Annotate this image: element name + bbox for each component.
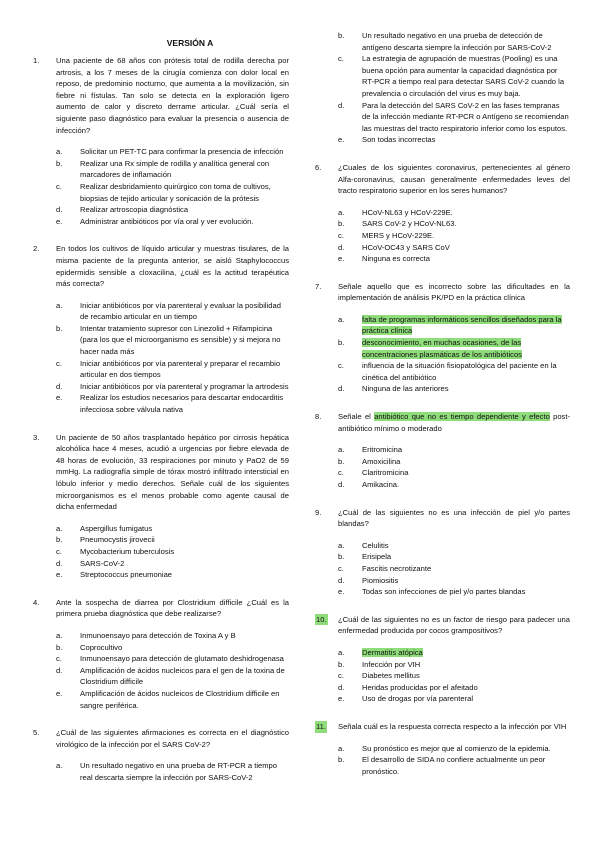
answer-option	[56, 181, 289, 204]
option-text: Realizar una Rx simple de rodilla y analítica general con marcadores de inflamación	[80, 158, 270, 180]
question-text: Señale aquello que es incorrecto sobre las dificultades en la implementación de análisis PK/PD en la práctica clínica	[338, 281, 570, 303]
answer-option	[338, 586, 570, 598]
option-letter: e.	[338, 135, 345, 145]
answer-option	[338, 647, 570, 659]
answer-option	[338, 207, 570, 219]
question	[31, 432, 289, 581]
option-text: desconocimiento, en muchas ocasiones, de las concentraciones plasmáticas de los antibióticos	[362, 338, 522, 359]
answer-option	[338, 53, 570, 99]
question-text: ¿Cuales de los siguientes coronavirus, pertenecientes al género Alfa-coronavirus, causan generalmente enfermedades leves del tracto respiratorio superior en los seres humanos?	[338, 162, 570, 196]
option-letter: d.	[338, 480, 345, 489]
answer-option	[338, 693, 570, 705]
option-list	[338, 743, 570, 778]
question-number: 8.	[315, 412, 322, 422]
option-letter: e.	[56, 688, 63, 698]
answer-option	[56, 323, 289, 358]
option-text: Heridas producidas por el afeitado	[362, 682, 478, 692]
option-text: Son todas incorrectas	[362, 135, 436, 145]
option-letter: b.	[56, 158, 63, 168]
option-text: Mycobacterium tuberculosis	[80, 546, 175, 556]
option-text: Iniciar antibióticos por vía parenteral y evaluar la posibilidad de recambio articular en un tiempo	[80, 300, 281, 322]
answer-option	[56, 642, 289, 654]
question	[31, 243, 289, 415]
question	[313, 162, 570, 265]
question	[313, 614, 570, 705]
option-letter: b.	[338, 219, 345, 229]
answer-option	[338, 134, 570, 146]
right-column	[313, 30, 570, 793]
question-number: 11.	[316, 721, 326, 731]
option-letter: e.	[56, 216, 63, 226]
option-text: Pneumocystis jirovecii	[80, 535, 155, 545]
answer-option	[338, 456, 570, 468]
option-letter: e.	[338, 254, 345, 264]
option-letter: a.	[338, 647, 345, 657]
answer-option	[338, 230, 570, 242]
question-text	[338, 411, 570, 434]
option-text: Administrar antibióticos por vía oral y ver evolución.	[80, 216, 254, 226]
option-text: La estrategia de agrupación de muestras (Pooling) es una buena opción para aumentar la capacidad diagnóstica por RT-PCR a tiempo real para detectar SARS CoV-2 cuando la prevalencia o circulación del virus es muy baja.	[362, 54, 565, 98]
answer-option	[56, 653, 289, 665]
option-letter: b.	[338, 31, 345, 40]
question-5-continuation	[313, 30, 570, 146]
option-letter: a.	[338, 207, 345, 217]
question-number: 10.	[316, 614, 327, 624]
question-number: 2.	[33, 244, 40, 254]
question-number: 5.	[33, 728, 40, 738]
option-text: Para la detección del SARS CoV-2 en las fases tempranas de la infección mediante RT-PCR o Antígeno se recomiendan las muestras del tracto respiratorio inferior como los esputos.	[362, 100, 569, 133]
question-text: Un paciente de 50 años trasplantado hepático por cirrosis hepática alcohólica hace 4 meses, acudió a urgencias por fiebre elevada de 48 horas de evolución, 33 respiraciones por minuto y PaO2 de 59 mmHg. La radiografía simple de tórax mostró infiltrado intersticial en lóbulo inferior y medio derechos. Señale cuál de los siguientes microorganismos es el menos probable como agente causal de dicha enfermedad	[56, 432, 289, 512]
option-text: Eritromicina	[362, 445, 403, 455]
option-list	[338, 540, 570, 598]
answer-option	[56, 392, 289, 415]
option-letter: e.	[338, 587, 345, 597]
option-letter: c.	[338, 563, 344, 573]
answer-option	[56, 358, 289, 381]
option-letter: b.	[338, 552, 345, 562]
option-letter: c.	[338, 54, 344, 64]
question-number: 3.	[33, 432, 40, 442]
option-text: Realizar desbridamiento quirúrgico con toma de cultivos, biopsias de tejido articular y sonicación de la prótesis	[80, 181, 271, 203]
question-number: 7.	[315, 281, 322, 291]
option-text: Iniciar antibióticos por vía parenteral y preparar el recambio articular en dos tiempos	[80, 358, 281, 380]
option-text: Ninguna de las anteriores	[362, 384, 449, 394]
option-text: Solicitar un PET-TC para confirmar la presencia de infección	[80, 147, 284, 157]
answer-option	[56, 630, 289, 642]
answer-option	[56, 558, 289, 570]
question	[313, 721, 570, 777]
option-text: Diabetes mellitus	[362, 671, 420, 681]
answer-option	[338, 682, 570, 694]
option-text: Ninguna es correcta	[362, 254, 430, 264]
question-text-part: Señale el	[338, 412, 375, 422]
option-text: Un resultado negativo en una prueba de detección de antígeno descarta siempre la infección por SARS-CoV-2	[362, 31, 552, 52]
option-text: Amplificación de ácidos nucleicos para el gen de la toxina de Clostridium difficile	[80, 665, 285, 687]
option-letter: d.	[338, 242, 345, 252]
answer-option	[338, 575, 570, 587]
option-letter: a.	[56, 300, 63, 310]
answer-option	[56, 216, 289, 228]
option-text: MERS y HCoV-229E.	[362, 230, 435, 240]
question-text: ¿Cuál de las siguientes no es una infección de piel y/o partes blandas?	[338, 507, 570, 529]
option-letter: d.	[56, 665, 63, 675]
option-letter: b.	[338, 755, 345, 765]
option-text: SARS CoV-2 y HCoV-NL63.	[362, 219, 457, 229]
answer-option	[338, 563, 570, 575]
question-text: ¿Cuál de las siguientes afirmaciones es correcta en el diagnóstico virológico de la infección por el SARS CoV-2?	[56, 728, 289, 749]
option-text: Claritromicina	[362, 468, 409, 478]
answer-option	[56, 523, 289, 535]
option-text: HCoV-OC43 y SARS CoV	[362, 242, 450, 252]
question-text: Ante la sospecha de diarrea por Clostridium difficile ¿Cuál es la primera prueba diagnóstica que debe realizarse?	[56, 597, 289, 619]
option-text: Streptococcus pneumoniae	[80, 570, 173, 580]
answer-option	[56, 665, 289, 688]
option-text: Inmunoensayo para detección de Toxina A y B	[80, 630, 236, 640]
option-text: Iniciar antibióticos por vía parenteral y programar la artrodesis	[80, 381, 289, 391]
option-list	[338, 30, 570, 146]
answer-option	[338, 540, 570, 552]
option-letter: c.	[56, 546, 62, 556]
option-letter: c.	[338, 361, 344, 371]
question-text: ¿Cuál de las siguientes no es un factor de riesgo para padecer una enfermedad producida por cocos grampositivos?	[338, 614, 570, 636]
option-list	[338, 444, 570, 490]
option-list	[338, 314, 570, 395]
option-letter: b.	[56, 642, 63, 652]
answer-option	[56, 546, 289, 558]
answer-option	[338, 337, 570, 360]
option-text: Realizar artroscopia diagnóstica	[80, 205, 189, 215]
question	[313, 507, 570, 598]
answer-option	[338, 754, 570, 777]
version-title: VERSIÓN A	[166, 38, 214, 48]
question	[313, 281, 570, 395]
answer-option	[56, 300, 289, 323]
option-text: Erisipela	[362, 552, 392, 562]
option-text: falta de programas informáticos sencillos diseñados para la práctica clínica	[362, 314, 562, 336]
question	[313, 411, 570, 491]
question-text-part: post-antibiótico mínimo o moderado	[338, 412, 570, 433]
option-letter: a.	[338, 540, 345, 550]
option-text: Amikacina.	[362, 480, 400, 489]
answer-option	[338, 743, 570, 755]
option-text: Amplificación de ácidos nucleicos de Clostridium difficile en sangre periférica.	[80, 688, 280, 710]
answer-option	[338, 100, 570, 135]
option-letter: e.	[338, 694, 345, 704]
option-letter: a.	[56, 630, 63, 640]
left-column	[31, 55, 289, 799]
option-letter: c.	[338, 468, 344, 478]
answer-option	[56, 158, 289, 181]
option-letter: c.	[56, 181, 62, 191]
answer-option	[338, 670, 570, 682]
option-letter: c.	[338, 671, 344, 681]
option-text: influencia de la situación fisiopatológica del paciente en la cinética del antibiótico	[362, 361, 557, 382]
option-text: Aspergillus fumigatus	[80, 523, 153, 533]
option-text: Realizar los estudios necesarios para descartar endocarditis infecciosa sobre válvula nativa	[80, 393, 284, 415]
option-letter: a.	[338, 743, 345, 753]
answer-option	[56, 760, 289, 783]
option-text: Infección por VIH	[362, 659, 421, 669]
option-text: Uso de drogas por vía parenteral	[362, 694, 474, 704]
option-letter: b.	[338, 338, 345, 348]
option-letter: c.	[56, 358, 62, 368]
answer-option	[56, 534, 289, 546]
option-letter: d.	[338, 100, 345, 110]
question-number: 9.	[315, 507, 322, 517]
option-list	[56, 300, 289, 416]
option-list	[56, 146, 289, 227]
option-text: Fascitis necrotizante	[362, 563, 432, 573]
answer-option	[338, 467, 570, 479]
option-list	[56, 523, 289, 581]
option-letter: a.	[338, 314, 345, 324]
option-letter: e.	[56, 393, 63, 403]
answer-option	[338, 30, 570, 53]
option-letter: c.	[56, 654, 62, 664]
option-letter: d.	[338, 575, 345, 585]
option-letter: b.	[338, 659, 345, 669]
option-letter: b.	[56, 535, 63, 545]
option-letter: a.	[338, 445, 345, 455]
answer-option	[338, 551, 570, 563]
answer-option	[56, 204, 289, 216]
option-text: Intentar tratamiento supresor con Linezolid + Rifampicina (para los que el microorganismo es sensible) y si mejora no hacer nada más	[80, 323, 281, 357]
answer-option	[338, 383, 570, 395]
answer-option	[338, 659, 570, 671]
question-number: 1.	[33, 56, 40, 65]
option-text: Todas son infecciones de piel y/o partes blandas	[362, 587, 526, 597]
question	[31, 597, 289, 711]
option-list	[56, 630, 289, 711]
question-text-highlight: antibiótico que no es tiempo dependiente y efecto	[374, 412, 550, 422]
option-list	[56, 760, 289, 783]
option-letter: b.	[56, 323, 63, 333]
answer-option	[56, 688, 289, 711]
option-text: El desarrollo de SIDA no confiere actualmente un peor pronóstico.	[362, 755, 546, 776]
answer-option	[338, 314, 570, 337]
question-text: Señala cuál es la respuesta correcta respecto a la infección por VIH	[338, 721, 567, 731]
question-text: Una paciente de 68 años con prótesis total de rodilla derecha por artrosis, a los 7 meses de la cirugía comienza con dolor local en reposo, de predominio nocturno, que aumenta a la movilización, sin fiebre ni fístulas. Tan solo se detecta en la exploración ligero aumento de calor y discreto derrame articular. ¿Cuál sería el siguiente paso diagnóstico para evaluar la presencia o ausencia de infección?	[56, 56, 289, 135]
option-text: Celulitis	[362, 540, 389, 550]
answer-option	[338, 242, 570, 254]
option-list	[338, 647, 570, 705]
question	[31, 55, 289, 227]
option-text: HCoV-NL63 y HCoV-229E.	[362, 207, 453, 217]
question-text: En todos los cultivos de líquido articular y muestras tisulares, de la misma paciente de la pregunta anterior, se aisló Staphylococcus epidermidis sensible a cloxacilina, ¿cuál es la actitud terapéutica más correcta?	[56, 244, 289, 289]
option-letter: d.	[56, 558, 63, 568]
answer-option	[338, 479, 570, 491]
answer-option	[56, 569, 289, 581]
option-text: Un resultado negativo en una prueba de RT-PCR a tiempo real descarta siempre la infección por SARS-CoV-2	[80, 761, 277, 782]
question	[31, 727, 289, 783]
option-letter: e.	[56, 570, 63, 580]
option-letter: a.	[56, 523, 63, 533]
answer-option	[338, 218, 570, 230]
option-letter: a.	[56, 761, 63, 771]
option-text: Dermatitis atópica	[362, 647, 423, 657]
question-number: 6.	[315, 162, 322, 172]
option-letter: c.	[338, 230, 344, 240]
option-letter: d.	[56, 381, 63, 391]
option-letter: d.	[338, 682, 345, 692]
answer-option	[338, 253, 570, 265]
answer-option	[338, 444, 570, 456]
option-text: Amoxicilina	[362, 456, 401, 466]
option-text: Coprocultivo	[80, 642, 123, 652]
option-text: Su pronóstico es mejor que al comienzo de la epidemia.	[362, 743, 551, 753]
option-text: SARS-CoV-2	[80, 558, 125, 568]
option-letter: d.	[338, 384, 345, 394]
answer-option	[56, 381, 289, 393]
answer-option	[338, 360, 570, 383]
answer-option	[56, 146, 289, 158]
option-text: Piomiositis	[362, 575, 399, 585]
option-list	[338, 207, 570, 265]
question-number: 4.	[33, 597, 40, 607]
option-letter: a.	[56, 147, 63, 157]
option-letter: b.	[338, 456, 345, 466]
option-text: Inmunoensayo para detección de glutamato deshidrogenasa	[80, 654, 284, 664]
option-letter: d.	[56, 205, 63, 215]
